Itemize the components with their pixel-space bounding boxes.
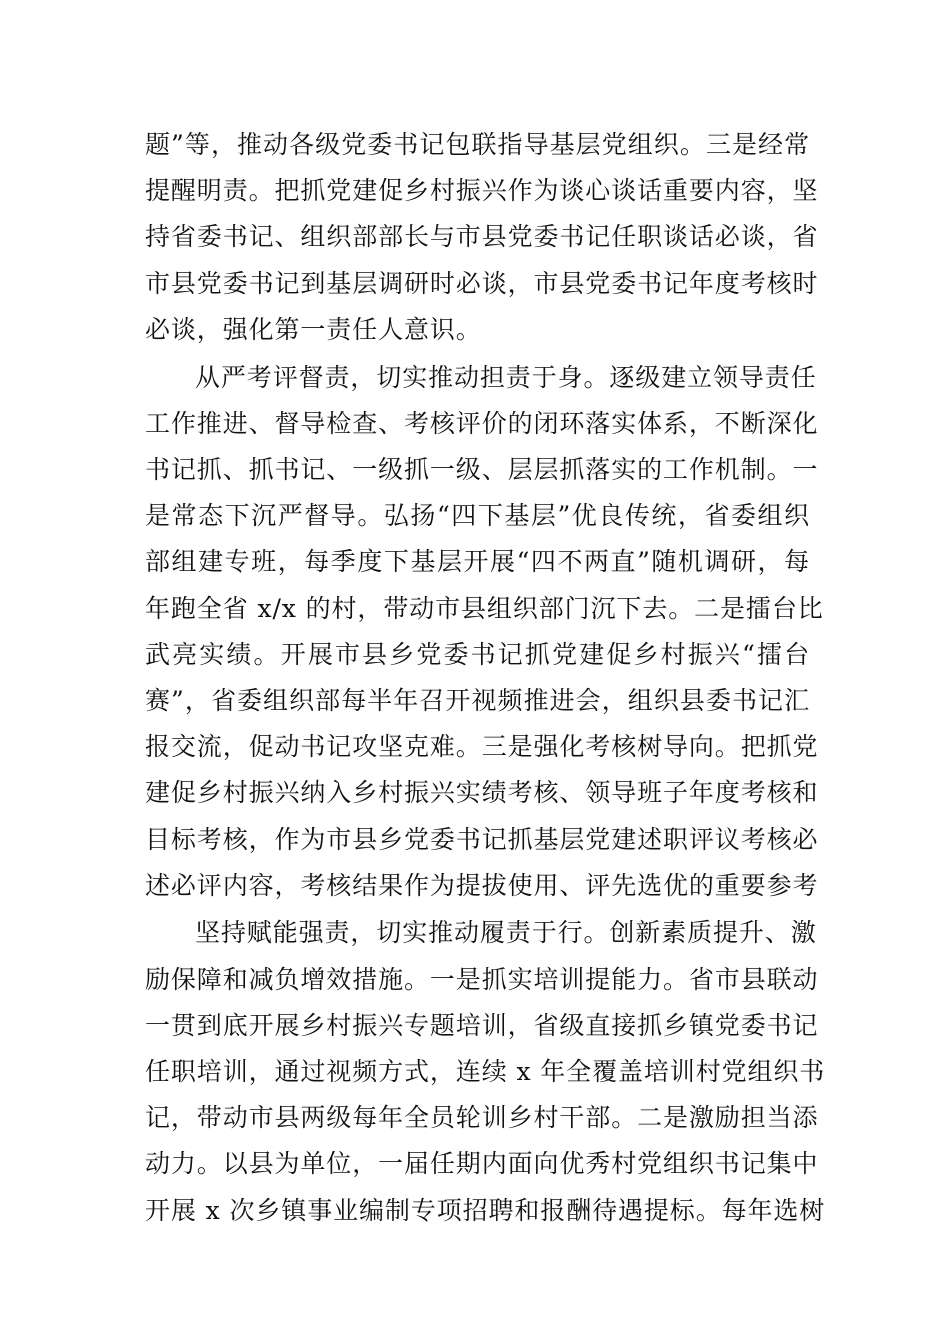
text-line: 从严考评督责，切实推动担责于身。逐级建立领导责任 — [195, 362, 817, 392]
paragraph-1 — [145, 122, 819, 353]
text-line: 动力。以县为单位，一届任期内面向优秀村党组织书记集中 — [145, 1149, 819, 1179]
text-line: 励保障和减负增效措施。一是抓实培训提能力。省市县联动 — [145, 964, 819, 994]
text-line: 提醒明责。把抓党建促乡村振兴作为谈心谈话重要内容，坚 — [145, 176, 819, 206]
text-line: 题”等，推动各级党委书记包联指导基层党组织。三是经常 — [145, 130, 810, 159]
text-line: 是常态下沉严督导。弘扬“四下基层”优良传统，省委组织 — [145, 501, 810, 531]
document-body — [145, 122, 826, 1235]
text-line: 建促乡村振兴纳入乡村振兴实绩考核、领导班子年度考核和 — [145, 778, 819, 808]
text-line: 述必评内容，考核结果作为提拔使用、评先选优的重要参考 — [145, 870, 819, 900]
text-line: 任职培训，通过视频方式，连续 x 年全覆盖培训村党组织书 — [145, 1057, 826, 1087]
text-line: 记，带动市县两级每年全员轮训乡村干部。二是激励担当添 — [145, 1103, 819, 1133]
text-line: 必谈，强化第一责任人意识。 — [145, 314, 482, 344]
text-line: 赛”，省委组织部每半年召开视频推进会，组织县委书记汇 — [145, 685, 810, 715]
text-line: 目标考核，作为市县乡党委书记抓基层党建述职评议考核必 — [145, 824, 819, 854]
text-line: 市县党委书记到基层调研时必谈，市县党委书记年度考核时 — [145, 268, 819, 298]
text-line: 报交流，促动书记攻坚克难。三是强化考核树导向。把抓党 — [145, 732, 819, 762]
paragraph-3 — [145, 910, 826, 1233]
text-line: 持省委书记、组织部部长与市县党委书记任职谈话必谈，省 — [145, 222, 819, 252]
text-line: 年跑全省 x/x 的村，带动市县组织部门沉下去。二是擂台比 — [145, 593, 824, 623]
text-line: 武亮实绩。开展市县乡党委书记抓党建促乡村振兴“擂台 — [145, 639, 810, 669]
text-line: 一贯到底开展乡村振兴专题培训，省级直接抓乡镇党委书记 — [145, 1010, 819, 1040]
paragraph-2 — [145, 355, 824, 909]
text-line: 开展 x 次乡镇事业编制专项招聘和报酬待遇提标。每年选树 — [145, 1195, 826, 1225]
text-line: 工作推进、督导检查、考核评价的闭环落实体系，不断深化 — [145, 408, 819, 438]
text-line: 部组建专班，每季度下基层开展“四不两直”随机调研，每 — [145, 547, 810, 577]
text-line: 书记抓、抓书记、一级抓一级、层层抓落实的工作机制。一 — [145, 454, 819, 484]
text-line: 坚持赋能强责，切实推动履责于行。创新素质提升、激 — [195, 918, 817, 948]
